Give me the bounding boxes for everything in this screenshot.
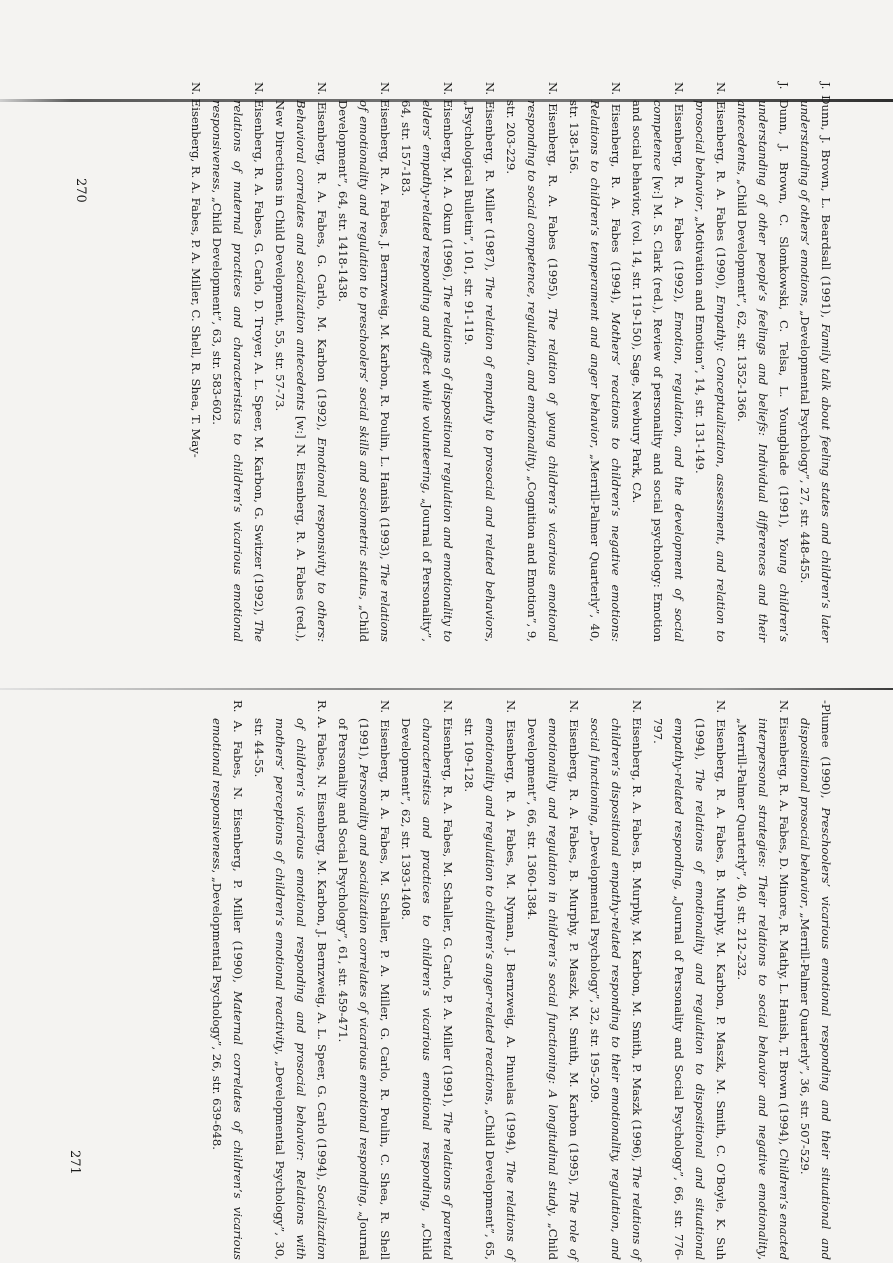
reference-entry	[563, 82, 626, 642]
reference-authors: N. Eisenberg, R. A. Fabes, B. Murphy, P. Maszk, M. Smith, M. Karbon (1995),	[567, 700, 581, 1192]
reference-source: , „Journal of Personality”, 64, str. 157-183.	[399, 100, 434, 642]
left-page-references	[136, 82, 836, 642]
reference-authors: R. A. Fabes, N. Eisenberg, M. Karbon, J. Bernzweig, A. L. Speer, G. Carlo (1994),	[315, 700, 329, 1185]
reference-title: Maternal correlates of children’s vicarious emotional responsiveness	[210, 718, 245, 1260]
reference-source: , „Merrill-Palmer Quarterly”, 40, str. 138-156.	[567, 100, 602, 642]
reference-title: The relation of young children’s vicarious emotional responding to social competence, regulation, and emotionality	[525, 100, 560, 642]
reference-title: The relation of empathy to prosocial and related behaviors	[483, 276, 497, 639]
page-number-left: 270	[73, 178, 88, 203]
reference-title: Family talk about feeling states and children’s later understanding of others’ emotions	[798, 100, 833, 642]
reference-title: The relations of parental characteristics and practices to children’s vicarious emotional responding	[420, 718, 455, 1260]
reference-authors: N. Eisenberg, R. A. Fabes, M. Nyman, J. Bernzweig, A. Pinuelas (1994),	[504, 700, 518, 1162]
reference-entry	[269, 82, 332, 642]
reference-authors: N. Eisenberg, R. A. Fabes, J. Bernzweig, M. Karbon, R. Poulin, L. Hanish (1993),	[378, 82, 392, 564]
reference-title: Preschoolers’ vicarious emotional responding and their situational and dispositional prosocial behavior	[798, 718, 833, 1261]
reference-source: , „Child Development”, 62, str. 1393-1408.	[399, 718, 434, 1260]
reference-title: The relations of emotionality and regulation to children’s anger-related reactions	[483, 718, 518, 1260]
reference-title: The relations of children’s dispositional empathy-related responding to their emotionality, regulation, and social functioning	[588, 718, 644, 1260]
reference-source: , „Journal of Personality and Social Psychology”, 66, str. 776-797.	[651, 718, 686, 1261]
reference-entry	[185, 82, 206, 642]
reference-authors: N. Eisenberg, R. A. Fabes (1994),	[609, 82, 623, 313]
reference-entry	[206, 700, 248, 1260]
reference-title: Children’s enacted interpersonal strategies: Their relations to social behavior and negative emotionality	[756, 718, 791, 1261]
reference-authors: N. Eisenberg, R. A. Fabes, P. A. Miller, C. Shell, R. Shea, T. May-	[189, 82, 203, 458]
reference-authors: R. A. Fabes, N. Eisenberg, P. Miller (1990),	[231, 700, 245, 992]
reference-entry	[458, 82, 500, 642]
reference-entry	[731, 700, 794, 1260]
reference-title: Empathy: Conceptualization, assessment, and relation to prosocial behavior	[693, 100, 728, 642]
reference-source: [w:] N. Eisenberg, R. A. Fabes (red.), New Directions in Child Development, 55, str. 57-73.	[273, 100, 308, 642]
reference-source: , „Child Development”, 63, str. 583-602.	[210, 189, 224, 425]
reference-title: Mothers’ reactions to children’s negative emotions: Relations to children’s temperament and anger behavior	[588, 100, 623, 642]
reference-entry	[395, 82, 458, 642]
reference-authors: N. Eisenberg, R. A. Fabes (1992),	[672, 82, 686, 312]
reference-source: , „Child Development”, 65, str. 109-128.	[462, 718, 497, 1260]
reference-source: , „Psychological Bulletin”, 101, str. 91-119.	[462, 100, 497, 642]
reference-title: Emotion, regulation, and the development of social competence	[651, 100, 686, 642]
reference-entry	[731, 82, 794, 642]
reference-source: , „Child Development”, 66, str. 1360-1384.	[525, 718, 560, 1260]
page-number-right: 271	[67, 1150, 82, 1175]
reference-source: , „Journal of Personality and Social Psychology”, 61, str. 459-471.	[336, 718, 371, 1260]
reference-source: , „Child Development”, 64, str. 1418-1438.	[336, 100, 371, 642]
reference-title: The role of emotionality and regulation in children’s social functioning: A longitudinal study	[546, 718, 581, 1260]
reference-authors: J. Dunn, J. Brown, L. Beardsall (1991),	[819, 82, 833, 324]
reference-title: Emotional responsivity to others: Behavioral correlates and socialization antecedents	[294, 100, 329, 642]
reference-entry	[626, 82, 689, 642]
reference-authors: N. Eisenberg, R. A. Fabes, B. Murphy, M. Karbon, P. Maszk, M. Smith, C. O’Boyle, K. Suh (1994),	[693, 700, 728, 1260]
reference-authors: N. Eisenberg, R. Miller (1987),	[483, 82, 497, 277]
reference-entry	[689, 82, 731, 642]
reference-entry	[794, 82, 836, 642]
reference-source: , „Developmental Psychology”, 32, str. 195-209.	[588, 822, 602, 1104]
reference-authors: N. Eisenberg, R. A. Fabes, D. Minore, R. Mathy, L. Hanish, T. Brown (1994),	[777, 700, 791, 1149]
reference-title: The relations of dispositional regulation and emotionality to elders’ empathy-related responding and affect while volunteering	[420, 100, 455, 642]
reference-title: Socialization of children’s vicarious emotional responding and prosocial behavior: Relations with mothers’ perceptions of children’s emotional reactivity	[273, 718, 329, 1260]
reference-title: The relations of maternal practices and characteristics to children’s vicarious emotional responsiveness	[210, 100, 266, 642]
reference-title: The relations of emotionality and regulation to preschoolers’ social skills and sociometric status	[357, 100, 392, 642]
reference-source: , „Child Development”, 62, str. 1352-1366.	[735, 171, 749, 422]
reference-title: Personality and socialization correlates of vicarious emotional responding	[357, 764, 371, 1204]
reference-entry	[248, 700, 332, 1260]
reference-authors: N. Eisenberg, R. A. Fabes, M. Schaller, G. Carlo, P. A. Miller (1991),	[441, 700, 455, 1112]
reference-source: , „Motivation and Emotion”, 14, str. 131-149.	[693, 208, 707, 474]
reference-entry	[584, 700, 647, 1260]
reference-authors: N. Eisenberg, R. A. Fabes, G. Carlo, D. Troyer, A. L. Speer, M. Karbon, G. Switzer (1992),	[252, 82, 266, 620]
reference-title: The relations of emotionality and regulation to dispositional and situational empathy-related responding	[672, 718, 707, 1260]
reference-source: , „Developmental Psychology”, 27, str. 448-455.	[798, 302, 812, 584]
reference-authors: -Plumee (1990),	[819, 700, 833, 808]
reference-authors: N. Eisenberg, R. A. Fabes (1990),	[714, 82, 728, 296]
reference-authors: N. Eisenberg, R. A. Fabes, M. Schaller, P. A. Miller, G. Carlo, R. Poulin, C. Shea, R. Shell (1991),	[357, 700, 392, 1260]
reference-entry	[521, 700, 584, 1260]
reference-title: Young children’s understanding of other people’s feelings and beliefs: Individual differences and their antecedents	[735, 100, 791, 642]
reference-entry	[332, 700, 395, 1260]
reference-authors: J. Dunn, J. Brown, C. Slomkowski, C. Telsa, L. Youngblade (1991),	[777, 82, 791, 538]
reference-source: , „Cognition and Emotion”, 9, str. 203-229.	[504, 100, 539, 642]
reference-authors: N. Eisenberg, R. A. Fabes, B. Murphy, M. Karbon, M. Smith, P. Maszk (1996),	[630, 700, 644, 1167]
reference-authors: N. Eisenberg, R. A. Fabes, G. Carlo, M. Karbon (1992),	[315, 82, 329, 438]
reference-source: , „Merrill-Palmer Quarterly”, 40, str. 212-232.	[735, 718, 770, 1260]
reference-entry	[458, 700, 521, 1260]
reference-source: , „Developmental Psychology”, 26, str. 639-648.	[210, 869, 224, 1150]
reference-source: , „Merrill-Palmer Quarterly”, 36, str. 507-529.	[798, 905, 812, 1175]
reference-entry	[794, 700, 836, 1260]
reference-entry	[647, 700, 731, 1260]
page-gutter-line	[0, 688, 893, 690]
reference-entry	[206, 82, 269, 642]
reference-entry	[500, 82, 563, 642]
reference-source: [w:] M. S. Clark (red.), Review of personality and social psychology: Emotion and social behavior, (vol. 14, str. 119-150), Sage, Newbury Park, CA.	[630, 100, 665, 642]
reference-authors: N. Eisenberg, M. A. Okun (1996),	[441, 82, 455, 286]
right-page-references	[136, 700, 836, 1260]
reference-source: , „Developmental Psychology”, 30, str. 44-55.	[252, 718, 287, 1260]
reference-entry	[332, 82, 395, 642]
reference-entry	[395, 700, 458, 1260]
reference-authors: N. Eisenberg, R. A. Fabes (1995),	[546, 82, 560, 309]
